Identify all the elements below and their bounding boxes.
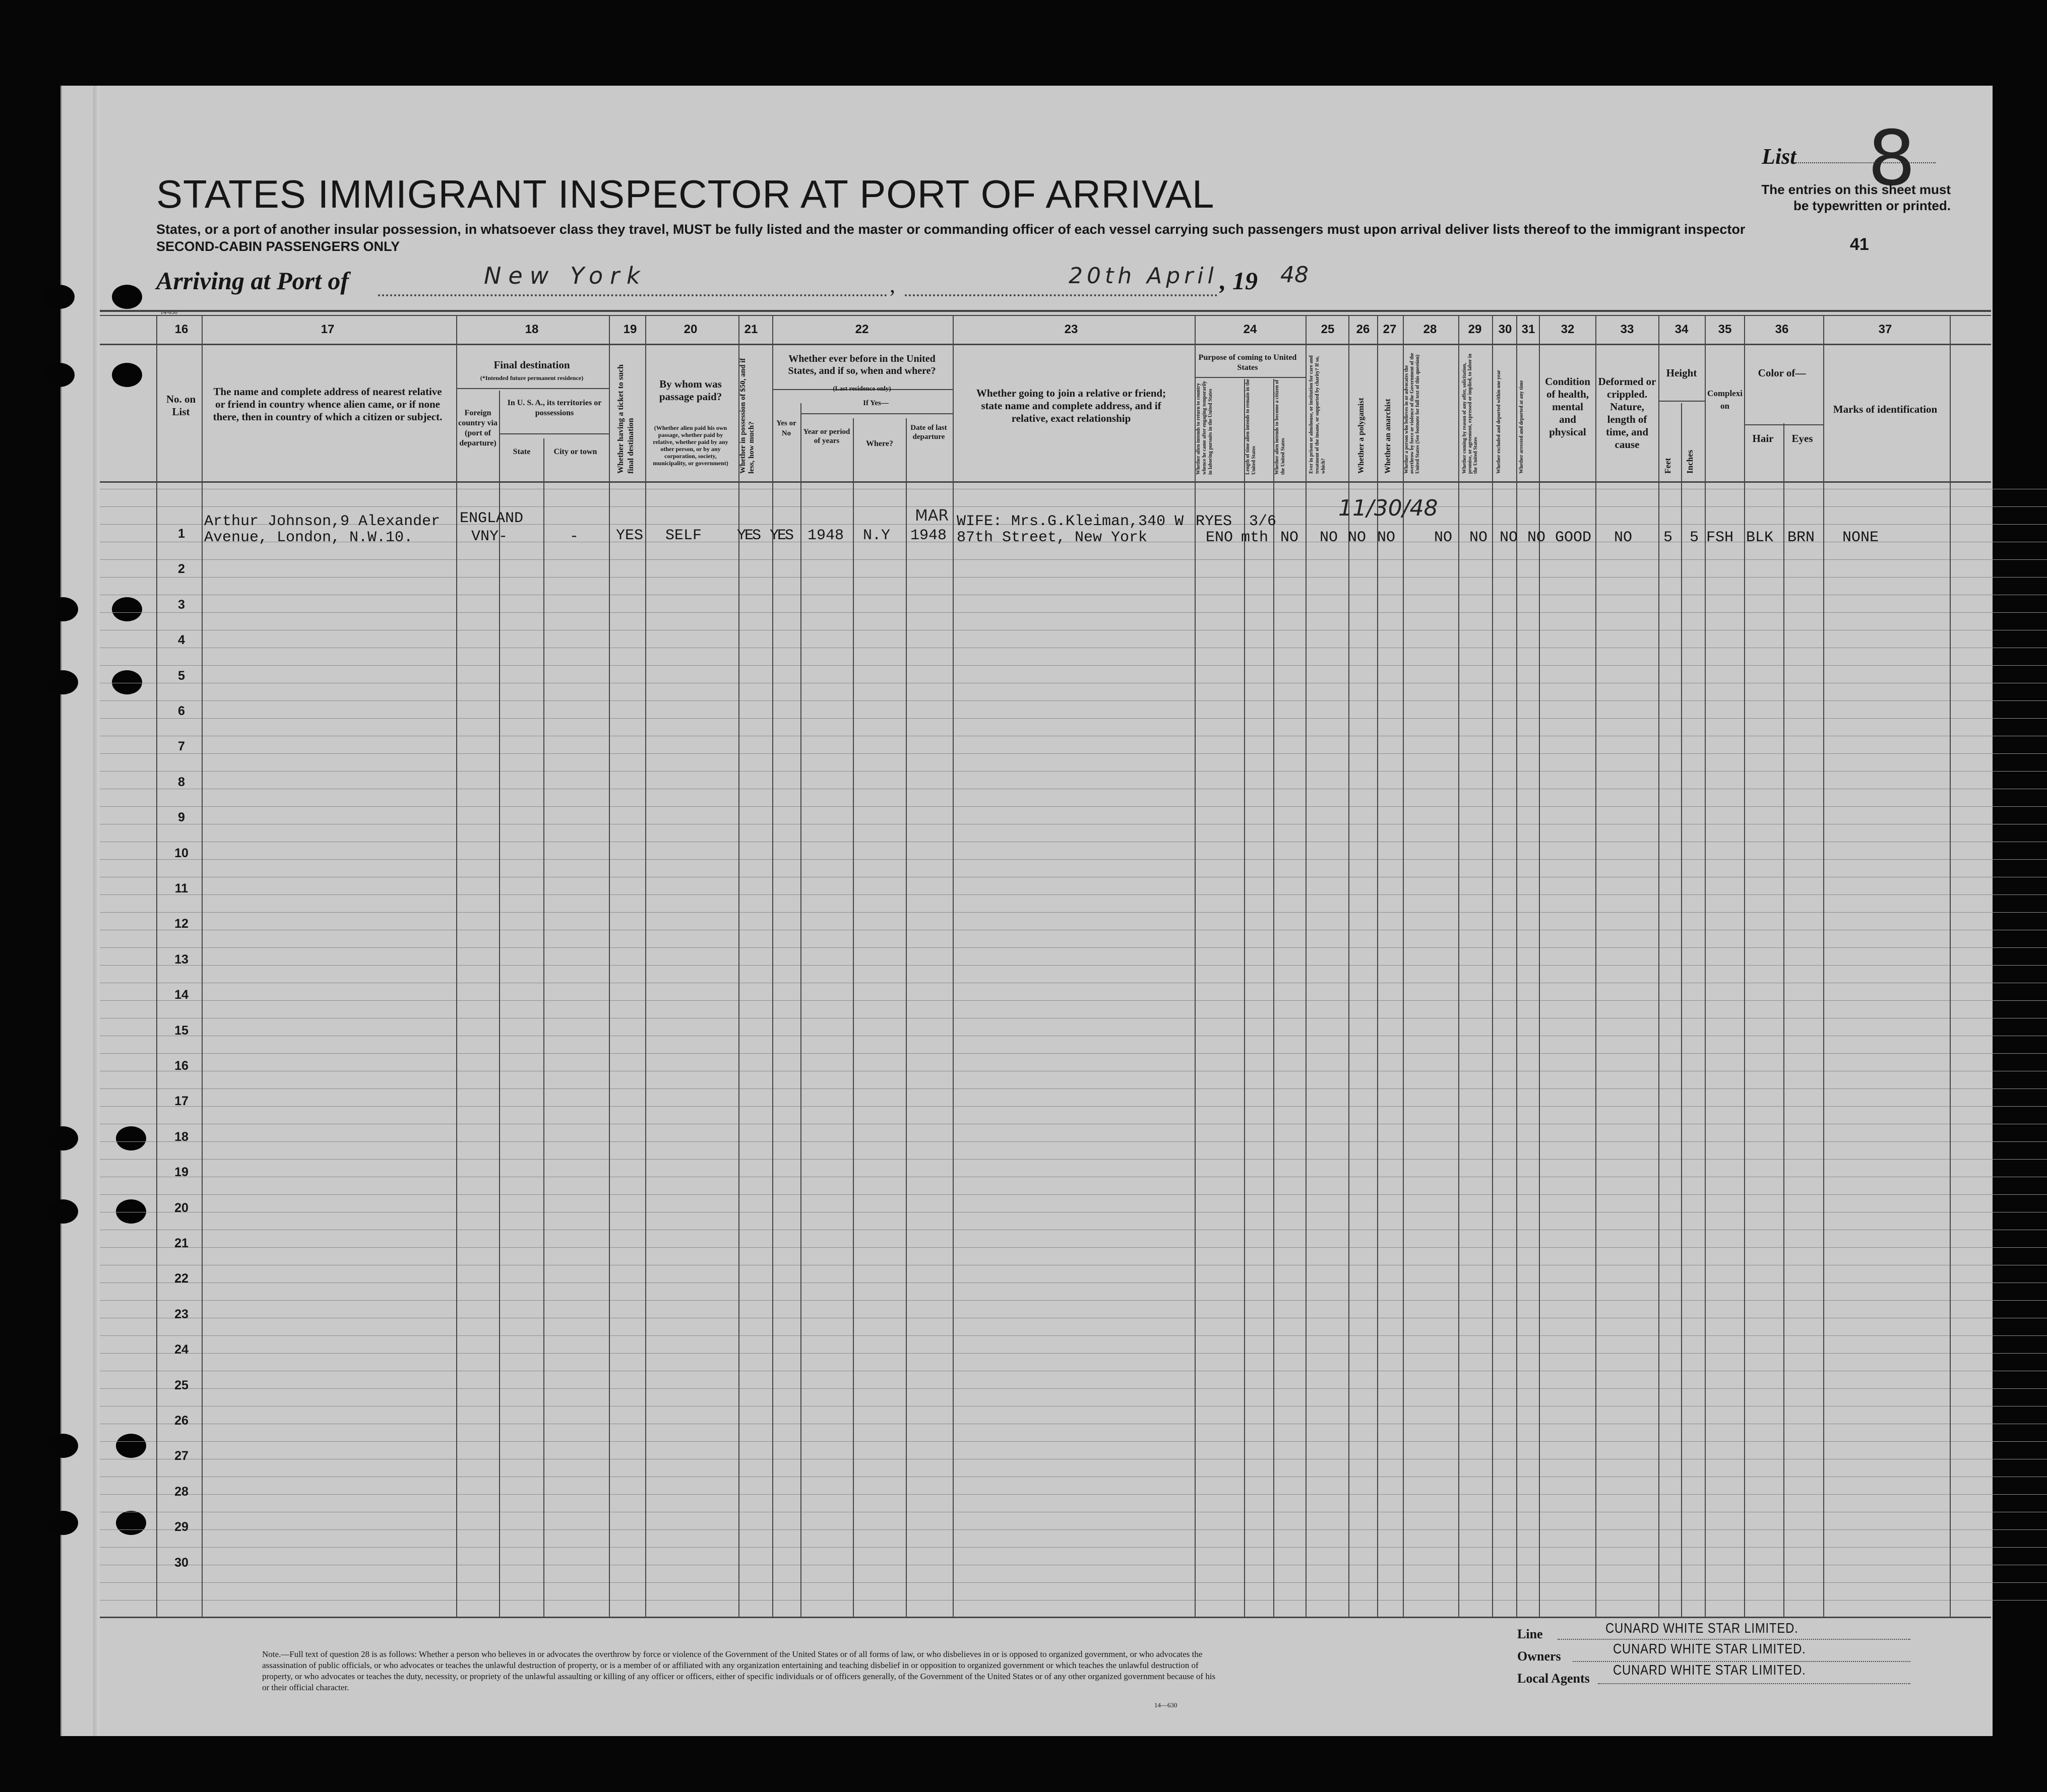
sub-column-rule bbox=[1783, 423, 1784, 1618]
header-city: City or town bbox=[553, 447, 597, 456]
row-number: 10 bbox=[174, 846, 189, 860]
entry-polygamist: NO bbox=[1348, 529, 1367, 546]
ruled-line bbox=[100, 1494, 2047, 1495]
form-number: 14—630 bbox=[1154, 1701, 1177, 1709]
entries-note-line1: The entries on this sheet must bbox=[1761, 182, 1951, 197]
entry-hair: BLK bbox=[1746, 529, 1774, 546]
entry-length-line2: mth bbox=[1241, 529, 1269, 546]
ruled-line bbox=[100, 1441, 2047, 1442]
entries-note bbox=[1714, 181, 1951, 214]
header-relative: The name and complete address of nearest relative or friend in country whence alien came, or if none there, then in country of which a citizen or subject. bbox=[213, 386, 443, 423]
column-rule bbox=[953, 315, 954, 1618]
ruled-line bbox=[100, 965, 2047, 966]
colnum-21: 21 bbox=[744, 323, 758, 336]
punch-hole bbox=[112, 285, 142, 309]
column-rule bbox=[609, 315, 610, 1618]
entry-relative-line2: Avenue, London, N.W.10. bbox=[204, 529, 413, 546]
column-rule bbox=[1306, 315, 1307, 1618]
ruled-line bbox=[100, 1582, 2047, 1583]
ruled-line bbox=[100, 1247, 2047, 1248]
row-number: 14 bbox=[174, 988, 189, 1002]
list-label: List bbox=[1762, 144, 1796, 169]
column-rule bbox=[1195, 315, 1196, 1618]
entries-note-line2: be typewritten or printed. bbox=[1793, 198, 1951, 213]
punch-hole bbox=[112, 363, 142, 387]
ruled-line bbox=[100, 1600, 2047, 1601]
sub-column-rule bbox=[543, 438, 544, 1618]
row-number: 5 bbox=[178, 668, 185, 683]
header-deformed: Deformed or crippled. Nature, length of time, and cause bbox=[1598, 375, 1656, 451]
colnum-28: 28 bbox=[1423, 323, 1437, 336]
row-number: 26 bbox=[174, 1414, 189, 1428]
entry-arrested: NO bbox=[1527, 529, 1546, 546]
punch-hole bbox=[112, 597, 142, 621]
ruled-line bbox=[100, 947, 2047, 948]
entry-state: VNY- bbox=[471, 528, 508, 545]
instructions bbox=[156, 221, 1745, 255]
ruled-line bbox=[100, 806, 2047, 807]
header-departure: Date of last departure bbox=[910, 424, 947, 441]
entry-length-line1: 3/6 bbox=[1249, 513, 1277, 530]
header-feet: Feet bbox=[1663, 458, 1672, 474]
header-no-on-list: No. on List bbox=[166, 393, 196, 418]
column-rule bbox=[1744, 315, 1745, 1618]
header-health: Condition of health, mental and physical bbox=[1545, 375, 1590, 438]
header-sub-rule bbox=[499, 433, 609, 434]
column-rule bbox=[1823, 315, 1824, 1618]
header-money: Whether in possession of $50, and if less, how much? bbox=[739, 358, 756, 474]
header-overthrow: Whether a person who believes in or advocates the overthrow by force or violence of the Government of the United States (See footnote for full text of this question) bbox=[1404, 353, 1420, 474]
page-title: STATES IMMIGRANT INSPECTOR AT PORT OF ARRIVAL bbox=[156, 172, 1215, 216]
punch-hole bbox=[48, 1199, 78, 1224]
instructions-line2: SECOND-CABIN PASSENGERS ONLY bbox=[156, 239, 400, 254]
colnum-32: 32 bbox=[1561, 323, 1575, 336]
punch-hole bbox=[48, 597, 78, 621]
header-purpose-citizen: Whether alien intends to become a citizen of the United States bbox=[1274, 379, 1286, 475]
header-excluded: Whether excluded and deported within one year bbox=[1496, 370, 1502, 474]
colnum-34: 34 bbox=[1674, 323, 1689, 336]
colnum-29: 29 bbox=[1468, 323, 1482, 336]
row-number: 6 bbox=[178, 704, 185, 718]
entry-marks: NONE bbox=[1842, 529, 1879, 546]
entry-departure-year: 1948 bbox=[910, 527, 947, 544]
entry-ticket: YES bbox=[616, 527, 644, 544]
sub-column-rule bbox=[499, 391, 500, 1618]
header-hair: Hair bbox=[1752, 432, 1774, 444]
header-purpose: Purpose of coming to United States bbox=[1198, 353, 1297, 372]
entry-offer: NO bbox=[1469, 529, 1488, 546]
header-yes-no: Yes or No bbox=[776, 419, 796, 437]
entry-relative-line1: Arthur Johnson,9 Alexander bbox=[204, 513, 441, 530]
column-rule bbox=[1492, 315, 1493, 1618]
header-complexion: Complexion bbox=[1707, 389, 1743, 411]
row-number: 15 bbox=[174, 1023, 189, 1038]
row-number: 8 bbox=[178, 775, 185, 789]
ruled-line bbox=[100, 1529, 2047, 1530]
header-sub-rule bbox=[456, 388, 609, 389]
row-number: 29 bbox=[174, 1520, 189, 1534]
header-sub-rule bbox=[1658, 401, 1705, 402]
header-passage-paid-note: (Whether alien paid his own passage, whether paid by relative, whether paid by any other person, or by any corporation, society, municipality, or government) bbox=[653, 424, 728, 467]
row-number: 20 bbox=[174, 1200, 189, 1215]
row-number: 3 bbox=[178, 597, 185, 612]
colnum-30: 30 bbox=[1498, 323, 1512, 336]
sub-column-rule bbox=[853, 418, 854, 1618]
arriving-label: Arriving at Port of bbox=[156, 267, 349, 295]
line-value: CUNARD WHITE STAR LIMITED. bbox=[1605, 1620, 1798, 1636]
ruled-line bbox=[100, 1000, 2047, 1001]
header-ever-before-note: (Last residence only) bbox=[833, 385, 891, 392]
row-number: 22 bbox=[174, 1271, 189, 1286]
ruled-line bbox=[100, 1388, 2047, 1389]
punch-hole bbox=[48, 1511, 78, 1535]
entry-prison: NO bbox=[1320, 529, 1338, 546]
ruled-line bbox=[100, 1300, 2047, 1301]
colnum-24: 24 bbox=[1243, 323, 1257, 336]
ruled-line bbox=[100, 1335, 2047, 1336]
entry-passage-paid: SELF bbox=[665, 527, 702, 544]
owners-value: CUNARD WHITE STAR LIMITED. bbox=[1613, 1641, 1806, 1656]
agents-rule bbox=[1598, 1683, 1910, 1684]
row-number: 17 bbox=[174, 1094, 189, 1109]
punch-hole bbox=[48, 670, 78, 694]
entry-complexion: FSH bbox=[1706, 529, 1734, 546]
column-rule bbox=[738, 315, 739, 1618]
entry-ever-before: YES bbox=[770, 527, 793, 544]
punch-hole bbox=[44, 363, 75, 387]
entry-where: N.Y bbox=[863, 527, 891, 544]
row-number: 13 bbox=[174, 952, 189, 967]
header-eyes: Eyes bbox=[1791, 432, 1813, 444]
ruled-line bbox=[100, 1547, 2047, 1548]
column-rule bbox=[1516, 315, 1517, 1618]
year-value: 48 bbox=[1280, 262, 1309, 288]
colnum-27: 27 bbox=[1383, 323, 1397, 336]
colnum-33: 33 bbox=[1620, 323, 1634, 336]
entry-departure-month: MAR bbox=[915, 507, 949, 525]
entry-join-line2: 87th Street, New York bbox=[957, 529, 1148, 546]
table-bottom-rule bbox=[100, 1617, 1991, 1618]
row-number: 7 bbox=[178, 739, 185, 754]
header-prison: Ever in prison or almshouse, or institution for care and treatment of the insane, or supported by charity? If so, which? bbox=[1309, 355, 1326, 474]
ruled-line bbox=[100, 612, 2047, 613]
table-header-rule bbox=[100, 344, 1991, 345]
column-rule bbox=[1705, 315, 1706, 1618]
ruled-line bbox=[100, 894, 2047, 895]
column-rule bbox=[1458, 315, 1459, 1618]
header-where: Where? bbox=[866, 439, 893, 448]
header-purpose-return: Whether alien intends to return to country whence he came after engaging temporarily in laboring pursuits in the United States bbox=[1196, 380, 1213, 475]
punch-hole bbox=[112, 670, 142, 694]
line-rule bbox=[1558, 1639, 1910, 1640]
ruled-line bbox=[100, 859, 2047, 860]
row-number: 21 bbox=[174, 1236, 189, 1250]
footnote: Note.—Full text of question 28 is as follows: Whether a person who believes in or advocates the overthrow by force or violence of the Government of the United States or of all forms of law, or who disbelieves in or is opposed to organized government, or who advocates the assassination of public officials, or who advocates or teaches the unlawful destruction of property, or is a member of or affiliated with any organization entertaining and teaching disbelief in or opposition to organized government or which teaches the unlawful destruction of property, or who advocates or teaches the duty, necessity, or propriety of the unlawful assaulting or killing of any officer or officers, either of specific individuals or of officers generally, of the Government of the United States or of any other organized government because of his or their official character. bbox=[262, 1649, 1216, 1692]
page-fold bbox=[93, 86, 99, 1736]
colnum-23: 23 bbox=[1064, 323, 1078, 336]
ruled-line bbox=[100, 1141, 2047, 1142]
row-number: 18 bbox=[174, 1129, 189, 1144]
punch-hole bbox=[116, 1199, 146, 1224]
entry-handwritten-date: 11/30/48 bbox=[1338, 495, 1438, 521]
header-final-destination-note: (*Intended future permanent residence) bbox=[480, 374, 584, 381]
colnum-36: 36 bbox=[1775, 323, 1789, 336]
entry-excluded: NO bbox=[1500, 529, 1518, 546]
header-foreign-country: Foreign country via (port of departure) bbox=[458, 409, 498, 447]
ruled-line bbox=[100, 665, 2047, 666]
list-number-line bbox=[1794, 162, 1936, 163]
row-number: 30 bbox=[174, 1555, 189, 1570]
header-purpose-length: Length of time alien intends to remain in the United States bbox=[1245, 379, 1257, 475]
column-rule bbox=[1595, 315, 1596, 1618]
entry-join-line1: WIFE: Mrs.G.Kleiman,340 W bbox=[957, 513, 1184, 530]
ruled-line bbox=[100, 700, 2047, 701]
agents-label: Local Agents bbox=[1517, 1671, 1590, 1686]
punch-hole bbox=[44, 285, 75, 309]
colnum-19: 19 bbox=[623, 323, 637, 336]
row-number: 25 bbox=[174, 1378, 189, 1392]
entry-money: YES bbox=[737, 527, 760, 544]
entry-inches: 5 bbox=[1690, 529, 1699, 546]
colnum-20: 20 bbox=[684, 323, 698, 336]
punch-hole bbox=[116, 1434, 146, 1458]
row-number: 16 bbox=[174, 1059, 189, 1073]
colnum-17: 17 bbox=[321, 323, 335, 336]
entry-citizen: NO bbox=[1280, 529, 1299, 546]
ruled-line bbox=[100, 1159, 2047, 1160]
header-year: Year or period of years bbox=[803, 428, 850, 445]
line-label: Line bbox=[1517, 1627, 1543, 1641]
header-offer: Whether coming by reason of any offer, solicitation, promise, or agreement, expressed or implied, to labor in the United States bbox=[1462, 353, 1478, 474]
table-colnum-rule bbox=[100, 315, 1991, 316]
sub-column-rule bbox=[906, 418, 907, 1618]
ruled-line bbox=[100, 1053, 2047, 1054]
column-rule bbox=[456, 315, 457, 1618]
sub-column-rule bbox=[1681, 403, 1682, 1618]
ruled-line bbox=[100, 753, 2047, 754]
header-state: State bbox=[513, 447, 531, 456]
entry-anarchist: NO bbox=[1377, 529, 1396, 546]
ruled-line bbox=[100, 771, 2047, 772]
manifest-sheet bbox=[60, 86, 1993, 1736]
column-rule bbox=[1950, 315, 1951, 1618]
punch-hole bbox=[48, 1434, 78, 1458]
instructions-line1: States, or a port of another insular possession, in whatsoever class they travel, MUST be fully listed and the master or commanding officer of each vessel carrying such passengers must upon arrival deliver lists thereof to the immigrant inspector bbox=[156, 222, 1746, 237]
ruled-line bbox=[100, 1106, 2047, 1107]
entry-overthrow: NO bbox=[1434, 529, 1453, 546]
colnum-16: 16 bbox=[174, 323, 189, 336]
punch-hole bbox=[116, 1126, 146, 1150]
ruled-line bbox=[100, 718, 2047, 719]
date-value: 20th April bbox=[1069, 263, 1218, 289]
header-ticket: Whether having a ticket to such final destination bbox=[616, 364, 635, 474]
row-number: 27 bbox=[174, 1449, 189, 1463]
header-if-yes: If Yes— bbox=[863, 399, 889, 407]
entry-eyes: BRN bbox=[1787, 529, 1815, 546]
header-sub-rule bbox=[800, 413, 953, 414]
table-top-rule bbox=[100, 310, 1991, 312]
header-sub-rule bbox=[1744, 424, 1823, 425]
header-height: Height bbox=[1666, 367, 1697, 379]
entry-year: 1948 bbox=[808, 527, 844, 544]
header-join-relative: Whether going to join a relative or friend; state name and complete address, and if relative, exact relationship bbox=[976, 387, 1166, 424]
colnum-26: 26 bbox=[1356, 323, 1370, 336]
colnum-25: 25 bbox=[1321, 323, 1335, 336]
year-prefix: , 19 bbox=[1220, 267, 1258, 295]
ruled-line bbox=[100, 912, 2047, 913]
colnum-18: 18 bbox=[525, 323, 539, 336]
header-final-destination: Final destination bbox=[493, 359, 570, 371]
column-rule bbox=[1658, 315, 1659, 1618]
ruled-line bbox=[100, 577, 2047, 578]
punch-hole bbox=[116, 1511, 146, 1535]
header-color-of: Color of— bbox=[1758, 367, 1806, 379]
entry-purpose-return: RYES bbox=[1196, 513, 1232, 530]
header-inches: Inches bbox=[1685, 450, 1695, 474]
row-number: 28 bbox=[174, 1484, 189, 1499]
agents-value: CUNARD WHITE STAR LIMITED. bbox=[1613, 1662, 1806, 1678]
row-number: 12 bbox=[174, 917, 189, 931]
ruled-line bbox=[100, 559, 2047, 560]
header-ever-before: Whether ever before in the United States, and if so, when and where? bbox=[788, 353, 936, 376]
form-corner-mark: 14-630 bbox=[160, 308, 177, 315]
header-sub-rule bbox=[1195, 377, 1306, 378]
ruled-line bbox=[100, 1194, 2047, 1195]
entry-purpose-return-line2: ENO bbox=[1206, 529, 1233, 546]
entry-feet: 5 bbox=[1663, 529, 1673, 546]
page-number: 41 bbox=[1850, 235, 1869, 254]
comma: , bbox=[890, 273, 895, 297]
entry-foreign-country: ENGLAND bbox=[460, 510, 524, 527]
column-rule bbox=[1539, 315, 1540, 1618]
sub-column-rule bbox=[1244, 379, 1245, 1618]
entry-deformed: NO bbox=[1614, 529, 1633, 546]
owners-label: Owners bbox=[1517, 1649, 1561, 1663]
port-line bbox=[378, 294, 887, 296]
colnum-35: 35 bbox=[1718, 323, 1732, 336]
ruled-line bbox=[100, 506, 2047, 507]
entry-city: - bbox=[570, 528, 579, 545]
header-polygamist: Whether a polygamist bbox=[1357, 398, 1366, 474]
entry-health: GOOD bbox=[1555, 529, 1592, 546]
list-number: 8 bbox=[1868, 115, 1916, 203]
port-value: New York bbox=[484, 262, 647, 289]
header-in-usa: In U. S. A., its territories or possessions bbox=[507, 399, 602, 417]
row-number: 1 bbox=[178, 527, 185, 541]
header-passage-paid: By whom was passage paid? bbox=[659, 378, 722, 403]
row-number: 11 bbox=[174, 881, 189, 895]
header-anarchist: Whether an anarchist bbox=[1384, 399, 1392, 474]
header-arrested: Whether arrested and deported at any time bbox=[1519, 380, 1524, 474]
colnum-31: 31 bbox=[1521, 323, 1535, 336]
date-line bbox=[905, 294, 1217, 296]
row-number: 4 bbox=[178, 633, 185, 648]
row-number: 23 bbox=[174, 1307, 189, 1321]
ruled-line bbox=[100, 1353, 2047, 1354]
table-body-rule bbox=[100, 481, 1991, 483]
row-number: 9 bbox=[178, 810, 185, 825]
row-number: 19 bbox=[174, 1165, 189, 1180]
column-rule bbox=[772, 315, 773, 1618]
sub-column-rule bbox=[1273, 379, 1274, 1618]
colnum-37: 37 bbox=[1878, 323, 1892, 336]
sub-column-rule bbox=[800, 403, 801, 1618]
column-rule bbox=[645, 315, 646, 1618]
header-marks: Marks of identification bbox=[1833, 403, 1938, 415]
colnum-22: 22 bbox=[855, 323, 869, 336]
row-number: 24 bbox=[174, 1342, 189, 1357]
row-number: 2 bbox=[178, 562, 185, 577]
punch-hole bbox=[48, 1126, 78, 1150]
